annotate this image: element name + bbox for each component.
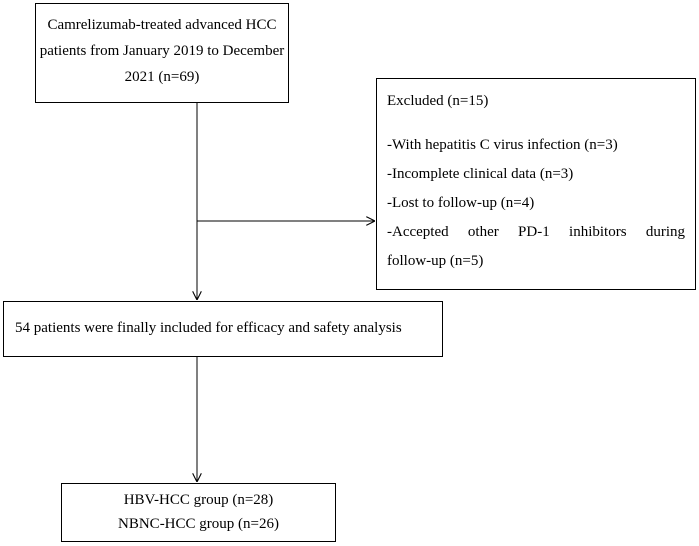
group-hbv-hcc: HBV-HCC group (n=28) (123, 492, 274, 508)
group-nbnc-hcc: NBNC-HCC group (n=26) (118, 516, 279, 532)
excluded-box (376, 78, 696, 290)
excluded-item-lost-follow-up: -Lost to follow-up (n=4) (387, 195, 535, 211)
excluded-item-other-pd1: -Accepted other PD-1 inhibitors during (387, 224, 685, 240)
excluded-title: Excluded (n=15) (387, 93, 489, 109)
screening-line-1: Camrelizumab-treated advanced HCC (47, 17, 277, 33)
groups-box (61, 483, 336, 542)
included-text: 54 patients were finally included for efficacy and safety analysis (15, 320, 402, 336)
screening-line-2: patients from January 2019 to December (39, 43, 285, 59)
excluded-item-hepatitis-c: -With hepatitis C virus infection (n=3) (387, 137, 618, 153)
screening-box (35, 3, 289, 103)
excluded-item-other-pd1-cont: follow-up (n=5) (387, 253, 484, 269)
excluded-item-incomplete-data: -Incomplete clinical data (n=3) (387, 166, 574, 182)
screening-line-3: 2021 (n=69) (124, 69, 200, 85)
included-box (3, 301, 443, 357)
